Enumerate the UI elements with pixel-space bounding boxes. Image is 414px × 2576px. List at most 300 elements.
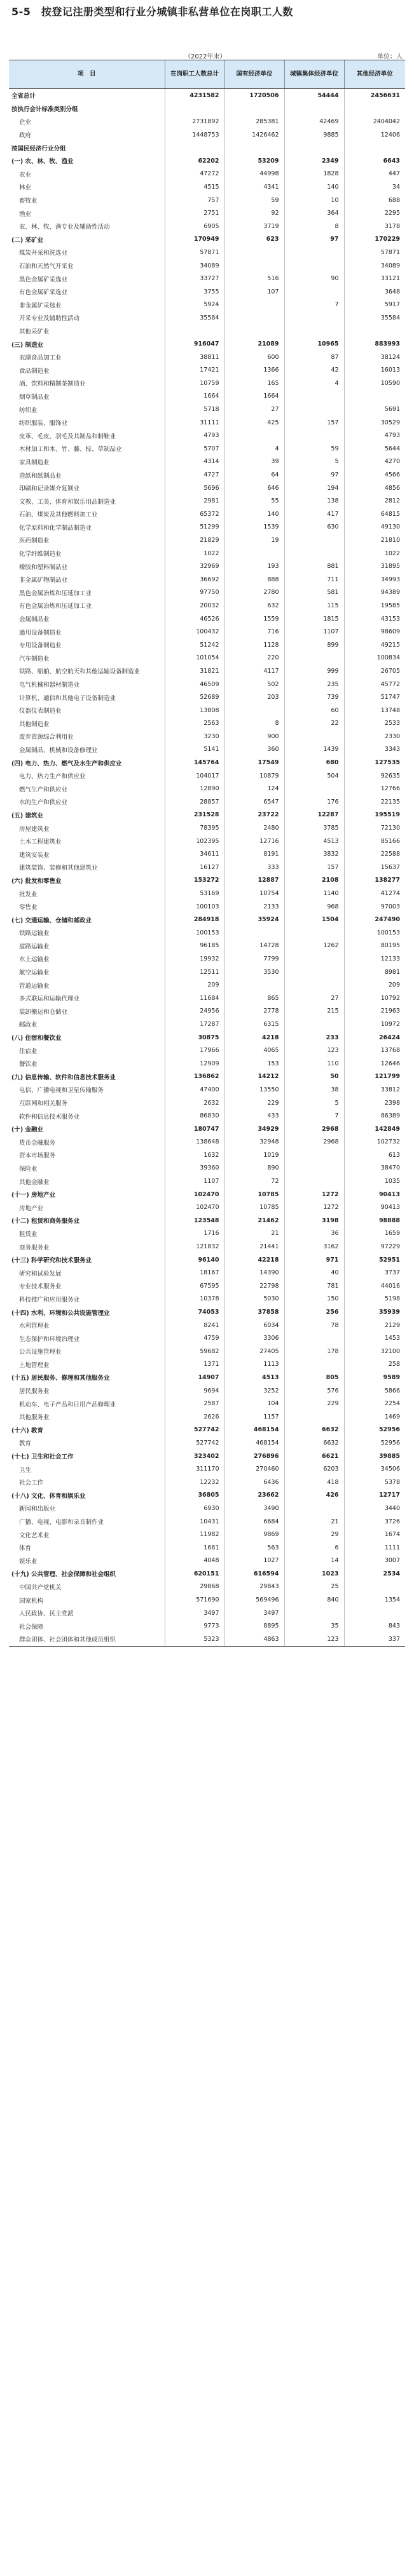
collective-value: 42 xyxy=(284,363,344,377)
state-owned-value: 1366 xyxy=(224,363,284,377)
other-value: 1022 xyxy=(344,547,405,560)
state-owned-value: 6436 xyxy=(224,1476,284,1489)
state-owned-value: 4117 xyxy=(224,664,284,678)
row-label: 公共设施管理业 xyxy=(19,1349,62,1356)
total-value: 4048 xyxy=(165,1554,224,1568)
collective-value: 680 xyxy=(284,756,344,769)
state-owned-value: 2480 xyxy=(224,821,284,835)
collective-value xyxy=(284,390,344,403)
collective-value: 178 xyxy=(284,1345,344,1358)
state-owned-value: 8895 xyxy=(224,1619,284,1633)
collective-value: 60 xyxy=(284,704,344,717)
row-label: 通用设备制造业 xyxy=(19,629,62,637)
collective-value: 10 xyxy=(284,194,344,207)
other-value: 22588 xyxy=(344,847,405,861)
row-label: 汽车制造业 xyxy=(19,655,50,663)
table-row xyxy=(9,1607,405,1620)
state-owned-value: 3530 xyxy=(224,966,284,979)
state-owned-value: 6547 xyxy=(224,795,284,809)
other-value: 3178 xyxy=(344,220,405,233)
total-value: 36805 xyxy=(165,1489,224,1502)
collective-value: 140 xyxy=(284,180,344,194)
row-label: 居民服务业 xyxy=(19,1388,50,1396)
table-row xyxy=(9,1018,405,1031)
state-owned-value: 276896 xyxy=(224,1450,284,1463)
other-value: 26705 xyxy=(344,664,405,678)
state-owned-value: 35924 xyxy=(224,913,284,926)
state-owned-value: 29843 xyxy=(224,1581,284,1594)
row-label: (十五) 居民服务、修理和其他服务业 xyxy=(11,1375,110,1382)
row-label: 纺织服装、服饰业 xyxy=(19,420,68,428)
total-value: 74053 xyxy=(165,1305,224,1319)
collective-value: 35 xyxy=(284,1619,344,1633)
row-label: 黑色金属矿采选业 xyxy=(19,276,68,283)
other-value: 4270 xyxy=(344,455,405,469)
row-label: 农、林、牧、渔专业及辅助性活动 xyxy=(19,224,110,231)
collective-value: 27 xyxy=(284,992,344,1005)
row-label: 烟草制品业 xyxy=(19,393,50,401)
row-label: 研究和试验发展 xyxy=(19,1270,62,1278)
total-value xyxy=(165,141,224,154)
other-value: 5378 xyxy=(344,1476,405,1489)
other-value: 97003 xyxy=(344,900,405,914)
total-value: 757 xyxy=(165,194,224,207)
collective-value: 40 xyxy=(284,1266,344,1279)
other-value: 5917 xyxy=(344,299,405,312)
state-owned-value xyxy=(224,141,284,154)
state-owned-value: 4863 xyxy=(224,1633,284,1646)
table-header-row xyxy=(9,60,405,89)
state-owned-value: 193 xyxy=(224,560,284,573)
other-value: 34 xyxy=(344,180,405,194)
row-label: 群众团体、社会团体和其他成员组织 xyxy=(9,1633,165,1646)
collective-value: 3162 xyxy=(284,1240,344,1253)
state-owned-value: 165 xyxy=(224,377,284,390)
state-owned-value: 3490 xyxy=(224,1502,284,1515)
other-value: 35584 xyxy=(344,311,405,325)
table-row xyxy=(9,861,405,874)
collective-value: 881 xyxy=(284,560,344,573)
total-value: 57871 xyxy=(165,246,224,259)
total-value: 53169 xyxy=(165,887,224,900)
state-owned-value: 900 xyxy=(224,730,284,743)
row-label: 全省总计 xyxy=(11,93,36,100)
other-value: 3726 xyxy=(344,1515,405,1528)
collective-value xyxy=(284,285,344,299)
other-value: 5691 xyxy=(344,403,405,416)
other-value: 94389 xyxy=(344,586,405,600)
state-owned-value: 890 xyxy=(224,1162,284,1175)
row-label: 文教、工美、体育和娱乐用品制造业 xyxy=(19,498,116,506)
total-value: 153272 xyxy=(165,874,224,887)
table-row xyxy=(9,940,405,953)
table-row xyxy=(9,246,405,259)
collective-value xyxy=(284,311,344,325)
page-title: 5-5 按登记注册类型和行业分城镇非私营单位在岗职工人数 xyxy=(11,6,293,18)
table-row xyxy=(9,847,405,861)
state-owned-value: 623 xyxy=(224,233,284,246)
collective-value xyxy=(284,1149,344,1162)
table-row xyxy=(9,455,405,469)
other-value: 33121 xyxy=(344,272,405,285)
table-row xyxy=(9,1175,405,1188)
collective-value: 36 xyxy=(284,1227,344,1241)
state-owned-value: 32948 xyxy=(224,1136,284,1149)
total-value: 2751 xyxy=(165,206,224,220)
row-label: 房地产业 xyxy=(19,1204,44,1212)
row-label: 水利管理业 xyxy=(19,1323,50,1330)
state-owned-value xyxy=(224,311,284,325)
state-owned-value: 22798 xyxy=(224,1279,284,1293)
row-label: (五) 建筑业 xyxy=(11,812,43,819)
collective-value: 87 xyxy=(284,351,344,364)
collective-value: 1504 xyxy=(284,913,344,926)
collective-value: 9885 xyxy=(284,128,344,142)
total-value: 9773 xyxy=(165,1619,224,1633)
table-row xyxy=(9,194,405,207)
total-value: 6930 xyxy=(165,1502,224,1515)
total-value: 101054 xyxy=(165,652,224,665)
state-owned-value: 229 xyxy=(224,1096,284,1110)
other-value: 52956 xyxy=(344,1436,405,1450)
state-owned-value: 27405 xyxy=(224,1345,284,1358)
state-owned-value xyxy=(224,246,284,259)
total-value: 2563 xyxy=(165,717,224,731)
table-section-row xyxy=(9,1424,405,1437)
total-value: 1022 xyxy=(165,547,224,560)
total-value: 38811 xyxy=(165,351,224,364)
state-owned-value: 2778 xyxy=(224,1005,284,1018)
state-owned-value: 153 xyxy=(224,1057,284,1070)
other-value: 35939 xyxy=(344,1305,405,1319)
row-label: (七) 交通运输、仓储和邮政业 xyxy=(11,917,92,924)
total-value: 51242 xyxy=(165,638,224,652)
header-item: 项 目 xyxy=(9,60,165,89)
other-value: 90413 xyxy=(344,1201,405,1214)
table-row xyxy=(9,782,405,795)
table-row xyxy=(9,992,405,1005)
total-value: 1371 xyxy=(165,1358,224,1372)
table-section-row xyxy=(9,233,405,246)
state-owned-value: 10785 xyxy=(224,1188,284,1201)
other-value: 1035 xyxy=(344,1175,405,1188)
state-owned-value: 72 xyxy=(224,1175,284,1188)
table-row xyxy=(9,1633,405,1646)
total-value: 3230 xyxy=(165,730,224,743)
collective-value xyxy=(284,246,344,259)
other-value: 45772 xyxy=(344,678,405,691)
table-row xyxy=(9,534,405,547)
table-row xyxy=(9,599,405,612)
state-owned-value: 12716 xyxy=(224,835,284,848)
other-value: 121799 xyxy=(344,1070,405,1084)
state-owned-value: 1539 xyxy=(224,521,284,534)
state-owned-value: 616594 xyxy=(224,1567,284,1581)
state-owned-value xyxy=(224,259,284,273)
collective-value xyxy=(284,1410,344,1424)
state-owned-value: 10754 xyxy=(224,887,284,900)
state-owned-value: 433 xyxy=(224,1109,284,1123)
total-value: 170949 xyxy=(165,233,224,246)
state-owned-value: 124 xyxy=(224,782,284,795)
row-label: 保险业 xyxy=(19,1165,38,1173)
collective-value: 123 xyxy=(284,1044,344,1057)
table-row xyxy=(9,1619,405,1633)
total-value: 5323 xyxy=(165,1633,224,1646)
state-owned-value: 285381 xyxy=(224,115,284,128)
employment-table xyxy=(9,60,405,1647)
table-section-row xyxy=(9,1305,405,1319)
other-value: 43153 xyxy=(344,612,405,626)
other-value xyxy=(344,325,405,338)
table-row xyxy=(9,1554,405,1568)
row-label: 管道运输业 xyxy=(19,982,50,990)
total-value: 47400 xyxy=(165,1083,224,1096)
table-section-row xyxy=(9,1450,405,1463)
table-row xyxy=(9,351,405,364)
collective-value: 1023 xyxy=(284,1567,344,1581)
other-value: 98888 xyxy=(344,1214,405,1227)
total-value: 31111 xyxy=(165,416,224,429)
table-row xyxy=(9,390,405,403)
collective-value: 21 xyxy=(284,1515,344,1528)
total-value: 2626 xyxy=(165,1410,224,1424)
row-label: 印刷和记录媒介复制业 xyxy=(19,485,80,493)
collective-value xyxy=(284,978,344,992)
state-owned-value xyxy=(224,429,284,442)
total-value: 9694 xyxy=(165,1384,224,1398)
other-value: 15637 xyxy=(344,861,405,874)
state-owned-value: 333 xyxy=(224,861,284,874)
row-label: 电气机械和器材制造业 xyxy=(19,682,80,689)
table-row xyxy=(9,1332,405,1345)
total-value: 39360 xyxy=(165,1162,224,1175)
table-row xyxy=(9,128,405,142)
table-row xyxy=(9,1109,405,1123)
total-value: 24956 xyxy=(165,1005,224,1018)
collective-value xyxy=(284,141,344,154)
row-label: 化学纤维制造业 xyxy=(19,551,62,558)
state-owned-value: 4513 xyxy=(224,1371,284,1384)
state-owned-value: 1720506 xyxy=(224,89,284,102)
row-label: 邮政业 xyxy=(19,1022,38,1029)
collective-value: 1439 xyxy=(284,743,344,757)
other-value: 258 xyxy=(344,1358,405,1372)
state-owned-value xyxy=(224,299,284,312)
collective-value xyxy=(284,966,344,979)
collective-value xyxy=(284,1358,344,1372)
table-row xyxy=(9,1462,405,1476)
table-row xyxy=(9,1083,405,1096)
collective-value: 97 xyxy=(284,468,344,482)
collective-value: 968 xyxy=(284,900,344,914)
total-value: 14907 xyxy=(165,1371,224,1384)
total-value xyxy=(165,325,224,338)
total-value: 30875 xyxy=(165,1031,224,1044)
other-value: 1659 xyxy=(344,1227,405,1241)
other-value: 2330 xyxy=(344,730,405,743)
other-value: 26424 xyxy=(344,1031,405,1044)
total-value: 4515 xyxy=(165,180,224,194)
state-owned-value: 5030 xyxy=(224,1293,284,1306)
other-value: 102732 xyxy=(344,1136,405,1149)
row-label: 纺织业 xyxy=(19,407,38,414)
other-value: 2404042 xyxy=(344,115,405,128)
other-value: 688 xyxy=(344,194,405,207)
table-section-row xyxy=(9,1567,405,1581)
state-owned-value: 3306 xyxy=(224,1332,284,1345)
collective-value: 8 xyxy=(284,220,344,233)
table-row xyxy=(9,717,405,731)
total-value: 12890 xyxy=(165,782,224,795)
table-row xyxy=(9,1502,405,1515)
state-owned-value: 59 xyxy=(224,194,284,207)
table-section-row xyxy=(9,1371,405,1384)
state-owned-value: 7799 xyxy=(224,952,284,966)
state-owned-value: 6034 xyxy=(224,1319,284,1332)
collective-value: 971 xyxy=(284,1253,344,1267)
other-value xyxy=(344,141,405,154)
row-label: 新闻和出版业 xyxy=(19,1506,56,1513)
table-row xyxy=(9,285,405,299)
other-value: 170229 xyxy=(344,233,405,246)
other-value: 5198 xyxy=(344,1293,405,1306)
table-row xyxy=(9,311,405,325)
table-row xyxy=(9,272,405,285)
table-row xyxy=(9,1201,405,1214)
table-row xyxy=(9,442,405,455)
row-label: (十四) 水利、环境和公共设施管理业 xyxy=(11,1309,110,1317)
other-value: 31895 xyxy=(344,560,405,573)
state-owned-value: 8 xyxy=(224,717,284,731)
total-value: 97750 xyxy=(165,586,224,600)
other-value: 4566 xyxy=(344,468,405,482)
row-label: 家具制造业 xyxy=(19,459,50,466)
total-value: 12511 xyxy=(165,966,224,979)
table-row xyxy=(9,180,405,194)
other-value: 10972 xyxy=(344,1018,405,1031)
row-label: 燃气生产和供应业 xyxy=(19,786,68,793)
collective-value xyxy=(284,102,344,116)
header-state-owned: 国有经济单位 xyxy=(224,60,284,89)
other-value: 2534 xyxy=(344,1567,405,1581)
table-row xyxy=(9,612,405,626)
collective-value: 110 xyxy=(284,1057,344,1070)
collective-value xyxy=(284,782,344,795)
table-row xyxy=(9,978,405,992)
table-section-row xyxy=(9,1070,405,1084)
row-label: 住宿业 xyxy=(19,1048,38,1055)
state-owned-value: 17549 xyxy=(224,756,284,769)
collective-value: 38 xyxy=(284,1083,344,1096)
total-value: 51299 xyxy=(165,521,224,534)
table-section-row xyxy=(9,913,405,926)
other-value: 6643 xyxy=(344,154,405,168)
collective-value: 364 xyxy=(284,206,344,220)
total-value: 1448753 xyxy=(165,128,224,142)
state-owned-value: 1019 xyxy=(224,1149,284,1162)
table-section-row xyxy=(9,1253,405,1267)
collective-value: 14 xyxy=(284,1554,344,1568)
other-value: 57871 xyxy=(344,246,405,259)
row-label: 房屋建筑业 xyxy=(19,825,50,833)
total-value: 100153 xyxy=(165,926,224,940)
table-row xyxy=(9,168,405,181)
total-value: 4759 xyxy=(165,1332,224,1345)
row-label: 酒、饮料和精制茶制造业 xyxy=(19,381,86,388)
table-row xyxy=(9,1136,405,1149)
total-value: 284918 xyxy=(165,913,224,926)
other-value: 3648 xyxy=(344,285,405,299)
row-label: 石油、煤炭及其他燃料加工业 xyxy=(19,511,98,519)
row-label: 互联网和相关服务 xyxy=(19,1100,68,1108)
collective-value: 215 xyxy=(284,1005,344,1018)
total-value: 13808 xyxy=(165,704,224,717)
collective-value: 6632 xyxy=(284,1436,344,1450)
state-owned-value: 2133 xyxy=(224,900,284,914)
table-section-row xyxy=(9,89,405,102)
other-value: 19585 xyxy=(344,599,405,612)
row-label: 石油和天然气开采业 xyxy=(19,263,74,271)
row-label: (十七) 卫生和社会工作 xyxy=(11,1453,74,1461)
table-row xyxy=(9,704,405,717)
row-label: 人民政协、民主党派 xyxy=(19,1610,74,1618)
table-row xyxy=(9,403,405,416)
state-owned-value: 14212 xyxy=(224,1070,284,1084)
collective-value: 3785 xyxy=(284,821,344,835)
collective-value xyxy=(284,952,344,966)
table-section-row xyxy=(9,1214,405,1227)
collective-value: 176 xyxy=(284,795,344,809)
state-owned-value: 12887 xyxy=(224,874,284,887)
table-row xyxy=(9,1266,405,1279)
table-row xyxy=(9,1149,405,1162)
table-section-row xyxy=(9,154,405,168)
other-value: 38124 xyxy=(344,351,405,364)
total-value: 1632 xyxy=(165,1149,224,1162)
total-value: 323402 xyxy=(165,1450,224,1463)
row-label: (八) 住宿和餐饮业 xyxy=(11,1035,62,1042)
state-owned-value: 865 xyxy=(224,992,284,1005)
row-label: 畜牧业 xyxy=(19,198,38,205)
collective-value: 1107 xyxy=(284,625,344,638)
total-value: 4314 xyxy=(165,455,224,469)
total-value: 527742 xyxy=(165,1436,224,1450)
unit-label: 单位：人 xyxy=(377,53,403,60)
row-label: 餐饮业 xyxy=(19,1061,38,1069)
total-value: 36692 xyxy=(165,573,224,586)
other-value: 64815 xyxy=(344,508,405,521)
collective-value: 899 xyxy=(284,638,344,652)
other-value: 34506 xyxy=(344,1462,405,1476)
state-owned-value: 13550 xyxy=(224,1083,284,1096)
state-owned-value: 4 xyxy=(224,442,284,455)
row-label: 煤炭开采和洗选业 xyxy=(19,250,68,257)
total-value: 4231582 xyxy=(165,89,224,102)
state-owned-value: 468154 xyxy=(224,1424,284,1437)
row-label: 政府 xyxy=(19,132,32,140)
collective-value: 2108 xyxy=(284,874,344,887)
table-row xyxy=(9,220,405,233)
total-value: 28857 xyxy=(165,795,224,809)
other-value: 337 xyxy=(344,1633,405,1646)
collective-value: 12287 xyxy=(284,809,344,822)
collective-value: 417 xyxy=(284,508,344,521)
other-value: 44016 xyxy=(344,1279,405,1293)
total-value: 17287 xyxy=(165,1018,224,1031)
state-owned-value: 203 xyxy=(224,691,284,704)
row-label: 造纸和纸制品业 xyxy=(19,472,62,480)
